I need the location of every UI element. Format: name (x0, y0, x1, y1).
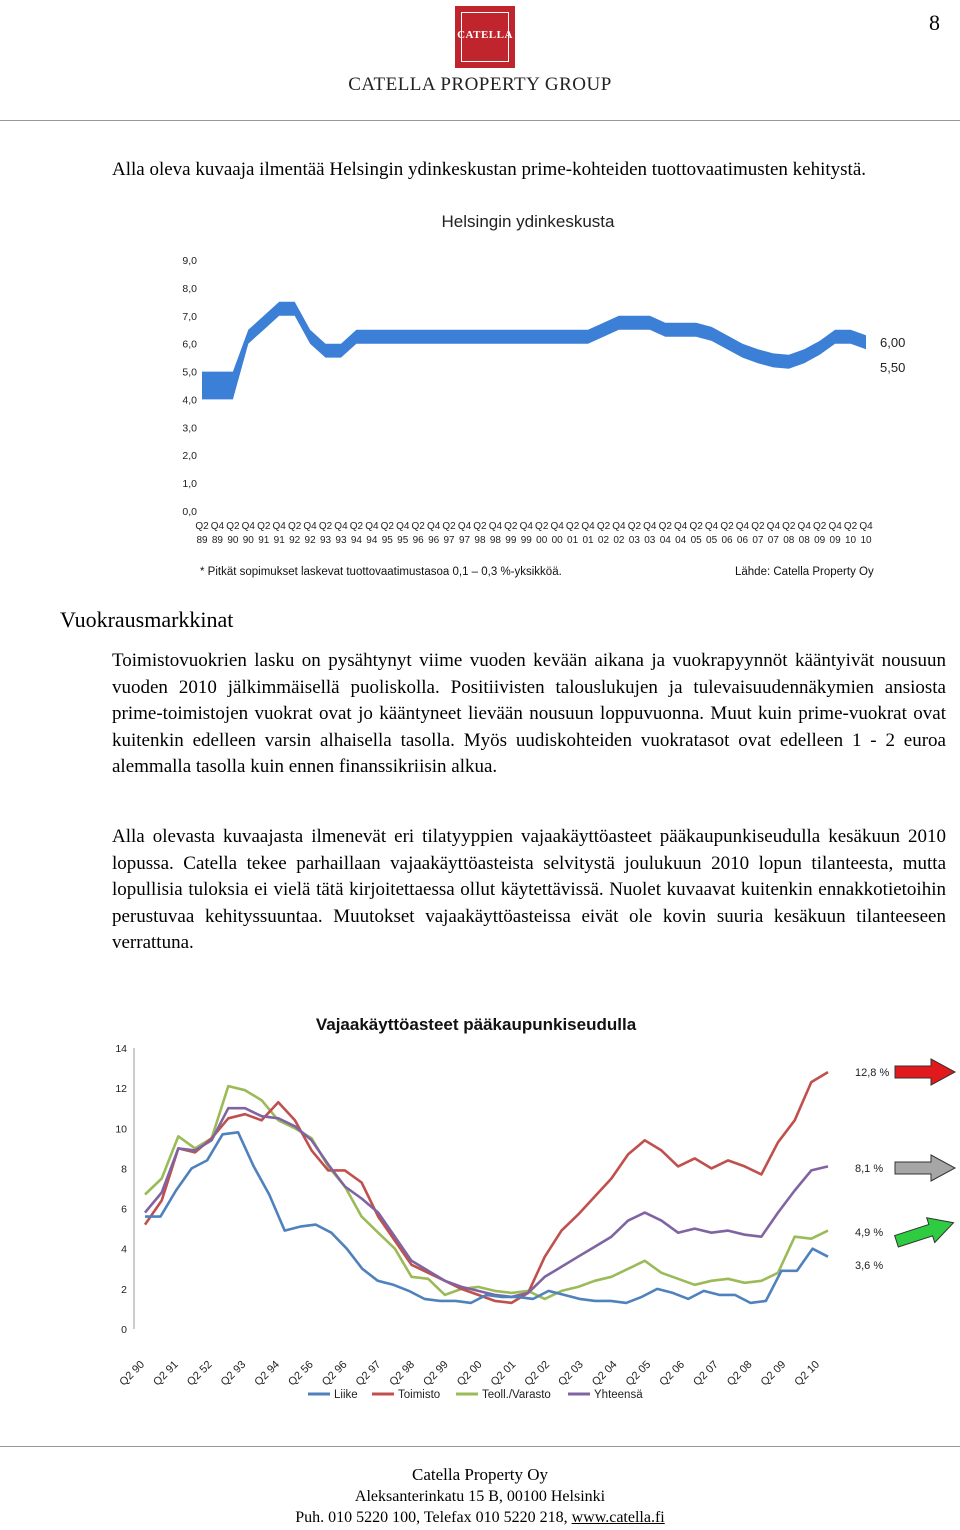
x-tick-quarter: Q4 (426, 521, 441, 532)
x-tick-label: Q2 98 (387, 1358, 418, 1389)
x-tick-quarter: Q4 (859, 521, 873, 532)
page-number: 8 (929, 10, 940, 35)
intro-paragraph: Alla oleva kuvaaja ilmentää Helsingin ydinkeskustan prime-kohteiden tuottovaatimusten kehitystä. (112, 159, 867, 180)
x-tick-quarter: Q4 (303, 521, 317, 532)
x-tick-year: 01 (582, 535, 594, 546)
yield-band (202, 302, 866, 400)
x-tick-year: 01 (567, 535, 579, 546)
trend-indicators (855, 1059, 958, 1272)
x-tick-quarter: Q2 (658, 521, 672, 532)
y-tick-label: 10 (115, 1123, 127, 1136)
paragraph-1: Toimistovuokrien lasku on pysähtynyt viime vuoden kevään aikana ja vuokrapyynnöt kääntyivät nousuun vuoden 2010 jälkimmäisellä puoliskolla. Positiivisten talouslukujen ja tulevaisuudennäkymien ansiosta prime-toimistojen vuokrat ovat jo kääntyneet lievään nousuun loppuvuonna. Muut kuin prime-vuokrat ovat kuitenkin edelleen varsin alhaisella tasolla. Myös uudiskohteiden vuokratasot ovat edelleen 1 - 2 euroa alemmalla tasolla kuin ennen finanssikriisin alkua. (112, 650, 946, 777)
end-labels (880, 335, 905, 375)
x-tick-quarter: Q4 (272, 521, 286, 532)
footer-phone: Puh. 010 5220 100, Telefax 010 5220 218, (295, 1509, 572, 1526)
y-tick-label: 14 (115, 1043, 127, 1055)
trend-arrow-up-right (892, 1210, 957, 1253)
x-tick-quarter: Q2 (473, 521, 487, 532)
x-tick-year: 91 (273, 535, 285, 546)
x-tick-quarter: Q2 (349, 521, 364, 532)
legend-label: Yhteensä (594, 1389, 643, 1401)
x-tick-quarter: Q2 (535, 521, 549, 532)
x-tick-year: 90 (227, 535, 239, 546)
x-tick-quarter: Q4 (674, 521, 688, 532)
y-tick-label: 0,0 (182, 506, 197, 518)
x-tick-label: Q2 00 (454, 1358, 485, 1389)
x-tick-label: Q2 07 (691, 1358, 721, 1389)
y-tick-label: 4 (121, 1243, 127, 1256)
indicator-label: 3,6 % (855, 1260, 884, 1272)
x-tick-quarter: Q4 (457, 521, 472, 532)
chart-source: Lähde: Catella Property Oy (735, 566, 874, 578)
x-tick-year: 93 (335, 535, 347, 546)
x-tick-year: 94 (366, 535, 378, 546)
x-tick-year: 89 (211, 535, 224, 546)
x-tick-year: 00 (536, 535, 548, 546)
x-tick-label: Q2 04 (589, 1358, 620, 1389)
legend-label: Liike (334, 1389, 358, 1401)
y-tick-label: 2,0 (182, 450, 197, 463)
x-tick-year: 99 (520, 535, 532, 546)
x-tick-label: Q2 94 (252, 1358, 283, 1389)
x-tick-year: 95 (381, 535, 393, 546)
x-axis-labels (195, 521, 873, 546)
x-tick-year: 05 (706, 535, 718, 546)
x-tick-quarter: Q4 (334, 521, 348, 532)
x-tick-quarter: Q2 (257, 521, 271, 532)
x-tick-year: 95 (397, 535, 409, 546)
x-tick-quarter: Q2 (720, 521, 734, 532)
x-tick-year: 96 (428, 535, 440, 546)
x-tick-quarter: Q2 (813, 521, 827, 532)
x-tick-label: Q2 93 (218, 1358, 249, 1389)
x-tick-quarter: Q4 (396, 521, 410, 532)
y-tick-label: 0 (121, 1324, 127, 1336)
legend (308, 1389, 643, 1401)
x-tick-quarter: Q4 (704, 521, 719, 532)
chart-title: Vajaakäyttöasteet pääkaupunkiseudulla (315, 1015, 637, 1034)
x-tick-year: 04 (659, 535, 671, 546)
x-tick-year: 07 (752, 535, 764, 546)
trend-arrow-right (895, 1059, 955, 1085)
paragraph-2: Alla olevasta kuvaajasta ilmenevät eri tilatyyppien vajaakäyttöasteet pääkaupunkiseudulla kesäkuun 2010 lopussa. Catella tekee parhaillaan vajaakäyttöasteista selvitystä joulukuun 2010 lopun tilanteesta, mutta lopullisia tuloksia ei vielä tätä kirjoitettaessa ollut käytettävissä. Nuolet kuvaavat kuitenkin ennakkotietoihin perustuvaa kehityssuuntaa. Muutokset vajaakäyttöasteissa eivät ole kovin suuria kesäkuun tilanteeseen verrattuna. (112, 826, 946, 953)
company-name: CATELLA PROPERTY GROUP (348, 74, 612, 95)
y-axis-labels (182, 255, 197, 518)
footer-website-link[interactable]: www.catella.fi (571, 1509, 665, 1526)
y-tick-label: 9,0 (182, 255, 197, 267)
x-tick-quarter: Q2 (195, 521, 209, 532)
x-tick-quarter: Q4 (766, 521, 781, 532)
x-tick-label: Q2 97 (353, 1358, 384, 1389)
x-tick-quarter: Q4 (365, 521, 379, 532)
x-tick-quarter: Q2 (226, 521, 240, 532)
x-tick-label: Q2 03 (556, 1358, 586, 1389)
x-tick-quarter: Q4 (519, 521, 533, 532)
x-tick-year: 94 (350, 535, 362, 546)
x-tick-year: 04 (675, 535, 687, 546)
x-tick-quarter: Q2 (689, 521, 703, 532)
yield-range-area (202, 302, 866, 400)
x-tick-quarter: Q4 (612, 521, 626, 532)
legend-label: Teoll./Varasto (482, 1389, 551, 1401)
y-tick-label: 8,0 (182, 282, 197, 295)
x-tick-quarter: Q2 (504, 521, 518, 532)
x-tick-quarter: Q2 (565, 521, 580, 532)
x-tick-year: 06 (736, 535, 749, 546)
yield-chart (0, 200, 960, 600)
x-tick-year: 99 (505, 535, 517, 546)
y-tick-label: 12 (115, 1083, 127, 1096)
trend-arrow-right (895, 1155, 955, 1181)
end-label-upper: 6,00 (880, 335, 906, 350)
x-tick-label: Q2 10 (792, 1358, 823, 1389)
x-tick-year: 09 (814, 535, 826, 546)
x-tick-year: 97 (443, 535, 455, 546)
x-tick-quarter: Q4 (550, 521, 564, 532)
x-tick-year: 03 (644, 535, 656, 546)
x-tick-year: 97 (458, 535, 471, 546)
x-tick-quarter: Q2 (287, 521, 302, 532)
x-tick-label: Q2 05 (623, 1358, 654, 1389)
x-tick-quarter: Q2 (318, 521, 333, 532)
x-tick-label: Q2 99 (421, 1358, 451, 1389)
x-tick-label: Q2 91 (151, 1358, 181, 1389)
y-tick-label: 3,0 (182, 422, 197, 435)
footer-contact (0, 1509, 960, 1527)
x-tick-label: Q2 56 (286, 1358, 316, 1389)
x-tick-label: Q2 96 (319, 1358, 350, 1389)
footer-divider (0, 1446, 960, 1447)
x-tick-year: 89 (196, 535, 208, 546)
series-line-toimisto (145, 1072, 828, 1303)
x-tick-quarter: Q4 (488, 521, 503, 532)
x-tick-year: 02 (597, 535, 610, 546)
x-tick-label: Q2 09 (758, 1358, 789, 1389)
x-axis-labels (117, 1359, 822, 1389)
x-tick-quarter: Q2 (380, 521, 394, 532)
legend-label: Toimisto (398, 1389, 441, 1401)
series-line-yhteens- (145, 1108, 828, 1297)
x-tick-year: 03 (628, 535, 640, 546)
x-tick-year: 09 (829, 535, 841, 546)
x-tick-label: Q2 52 (184, 1358, 215, 1389)
x-tick-year: 08 (783, 535, 795, 546)
chart-footnote: * Pitkät sopimukset laskevat tuottovaatimustasoa 0,1 – 0,3 %-yksikköä. (200, 566, 562, 578)
y-axis-labels (115, 1043, 134, 1336)
footer-company: Catella Property Oy (412, 1465, 548, 1484)
x-tick-quarter: Q4 (735, 521, 750, 532)
y-tick-label: 7,0 (182, 310, 197, 323)
trend-arrow-shape (892, 1210, 957, 1253)
x-tick-year: 08 (798, 535, 810, 546)
section-heading: Vuokrausmarkkinat (60, 607, 234, 632)
header-divider (0, 120, 960, 121)
series-lines (145, 1072, 828, 1303)
x-tick-year: 96 (412, 535, 424, 546)
x-tick-year: 00 (551, 535, 563, 546)
x-tick-quarter: Q2 (627, 521, 642, 532)
x-tick-year: 05 (690, 535, 702, 546)
x-tick-quarter: Q4 (643, 521, 657, 532)
end-label-lower: 5,50 (880, 360, 906, 375)
x-tick-year: 92 (304, 535, 316, 546)
y-tick-label: 5,0 (182, 366, 197, 379)
x-tick-quarter: Q2 (442, 521, 456, 532)
x-tick-quarter: Q2 (751, 521, 765, 532)
series-line-liike (145, 1132, 828, 1303)
x-tick-year: 98 (489, 535, 501, 546)
series-line-teoll-varasto (145, 1086, 828, 1299)
x-tick-year: 07 (767, 535, 779, 546)
y-tick-label: 2 (121, 1283, 127, 1296)
x-tick-quarter: Q2 (782, 521, 796, 532)
x-tick-year: 10 (860, 535, 872, 546)
x-tick-quarter: Q4 (241, 521, 255, 532)
chart-title: Helsingin ydinkeskusta (441, 212, 615, 231)
x-tick-quarter: Q4 (797, 521, 811, 532)
y-tick-label: 6,0 (182, 338, 197, 351)
footer-address: Aleksanterinkatu 15 B, 00100 Helsinki (354, 1488, 606, 1505)
indicator-label: 8,1 % (855, 1163, 884, 1175)
x-tick-year: 02 (613, 535, 625, 546)
x-tick-quarter: Q2 (411, 521, 425, 532)
x-tick-quarter: Q4 (581, 521, 595, 532)
x-tick-year: 92 (289, 535, 301, 546)
y-tick-label: 1,0 (182, 478, 197, 491)
x-tick-year: 10 (844, 535, 857, 546)
x-tick-quarter: Q2 (596, 521, 611, 532)
x-tick-quarter: Q4 (828, 521, 842, 532)
x-tick-year: 06 (721, 535, 733, 546)
x-tick-label: Q2 06 (657, 1358, 688, 1389)
x-tick-year: 91 (258, 535, 270, 546)
catella-logo (455, 6, 515, 68)
vacancy-chart (0, 1000, 960, 1420)
y-tick-label: 8 (121, 1163, 127, 1176)
y-tick-label: 4,0 (182, 394, 197, 407)
x-tick-year: 93 (319, 535, 332, 546)
y-tick-label: 6 (121, 1203, 127, 1216)
indicator-label: 12,8 % (855, 1067, 890, 1079)
x-tick-quarter: Q2 (843, 521, 858, 532)
x-tick-quarter: Q4 (210, 521, 225, 532)
x-tick-label: Q2 08 (724, 1358, 755, 1389)
indicator-label: 4,9 % (855, 1227, 884, 1239)
x-tick-year: 98 (474, 535, 486, 546)
x-tick-label: Q2 02 (522, 1358, 553, 1389)
x-tick-label: Q2 01 (488, 1358, 519, 1389)
logo-text: CATELLA (457, 29, 513, 41)
x-tick-label: Q2 90 (117, 1358, 148, 1389)
x-tick-year: 90 (242, 535, 254, 546)
